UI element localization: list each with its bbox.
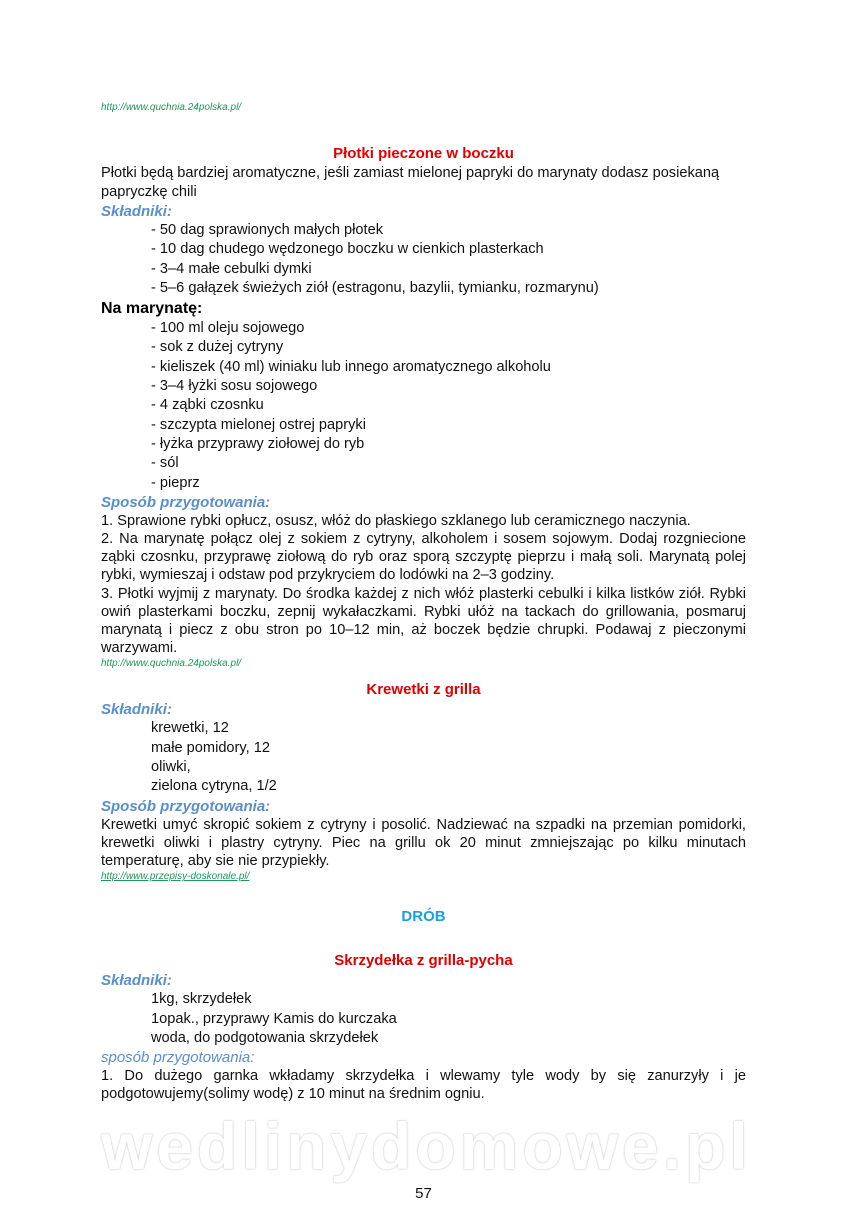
ingredients-heading: Składniki: xyxy=(101,972,172,990)
list-item: zielona cytryna, 1/2 xyxy=(151,778,277,795)
step: 3. Płotki wyjmij z marynaty. Do środka każdej z nich włóż plasterki cebulki i kilka listków ziół. Rybki owiń plasterkami boczku, zepnij wykałaczkami. Rybki ułóż na tackach do grillowania, posmaruj marynatą i piecz z obu stron po 10–12 min, aż boczek będzie chrupki. Podawaj z pieczonymi warzywami. xyxy=(101,585,746,657)
method-text: 1. Do dużego garnka wkładamy skrzydełka i wlewamy tyle wody by się zanurzyły i je podgotowujemy(solimy wodę) z 10 minut na średnim ogniu. xyxy=(101,1068,746,1103)
list-item: - 10 dag chudego wędzonego boczku w cienkich plasterkach xyxy=(151,241,544,258)
ingredients-heading: Składniki: xyxy=(101,203,172,220)
list-item: - 50 dag sprawionych małych płotek xyxy=(151,222,383,238)
list-item: - 3–4 małe cebulki dymki xyxy=(151,260,312,277)
recipe-1 xyxy=(101,164,746,657)
page-number: 57 xyxy=(415,1184,432,1202)
page-content xyxy=(101,0,752,1224)
list-item: - 3–4 łyżki sosu sojowego xyxy=(151,378,318,395)
source-link[interactable]: http://www.quchnia.24polska.pl/ xyxy=(101,102,242,113)
step: 2. Na marynatę połącz olej z sokiem z cytryny, alkoholem i sosem sojowym. Dodaj rozgniecione ząbki czosnku, przyprawę ziołową do ryb oraz sporą szczyptę pieprzu i małą soli. Marynatą polej rybki, wymieszaj i odstaw pod przykryciem do lodówki na 2–3 godziny. xyxy=(101,531,746,584)
method-heading: Sposób przygotowania: xyxy=(101,493,271,511)
list-item: - 5–6 gałązek świeżych ziół (estragonu, bazylii, tymianku, rozmarynu) xyxy=(151,279,599,296)
recipe-title: Płotki pieczone w boczku xyxy=(333,145,514,162)
category-heading: DRÓB xyxy=(401,908,446,926)
watermark: wedlinydomowe.pl xyxy=(101,1108,752,1183)
list-item: 1kg, skrzydełek xyxy=(151,991,252,1008)
source-link[interactable]: http://www.przepisy-doskonale.pl/ xyxy=(101,871,250,883)
list-item: oliwki, xyxy=(151,759,191,776)
recipe-2 xyxy=(101,700,746,870)
list-item: - pieprz xyxy=(151,474,200,491)
recipe-3 xyxy=(101,971,746,1103)
method-text: Krewetki umyć skropić sokiem z cytryny i posolić. Nadziewać na szpadki na przemian pomidorki, krewetki oliwki i plastry cytryny. Piec na grillu ok 20 minut zmniejszając po kilku minutach temperaturę, aby sie nie przypiekły. xyxy=(101,816,746,870)
list-item: - 100 ml oleju sojowego xyxy=(151,320,305,337)
intro: Płotki będą bardziej aromatyczne, jeśli zamiast mielonej papryki do marynaty dodasz posiekaną papryczkę chili xyxy=(101,165,720,200)
method-heading: sposób przygotowania: xyxy=(101,1049,255,1067)
list-item: - sok z dużej cytryny xyxy=(151,339,284,356)
list-item: woda, do podgotowania skrzydełek xyxy=(151,1029,379,1046)
list-item: - kieliszek (40 ml) winiaku lub innego aromatycznego alkoholu xyxy=(151,358,551,375)
source-link[interactable]: http://www.quchnia.24polska.pl/ xyxy=(101,658,242,670)
list-item: krewetki, 12 xyxy=(151,720,229,737)
recipe-title: Krewetki z grilla xyxy=(366,681,481,699)
list-item: - łyżka przyprawy ziołowej do ryb xyxy=(151,435,365,452)
ingredients-heading: Składniki: xyxy=(101,701,172,719)
marinade-heading: Na marynatę: xyxy=(101,300,203,318)
list-item: małe pomidory, 12 xyxy=(151,739,270,756)
step: 1. Sprawione rybki opłucz, osusz, włóż do płaskiego szklanego lub ceramicznego naczynia. xyxy=(101,512,691,529)
recipe-title: Skrzydełka z grilla-pycha xyxy=(334,952,513,970)
list-item: - szczypta mielonej ostrej papryki xyxy=(151,416,366,433)
list-item: 1opak., przyprawy Kamis do kurczaka xyxy=(151,1010,397,1027)
list-item: - 4 ząbki czosnku xyxy=(151,397,264,414)
method-heading: Sposób przygotowania: xyxy=(101,797,271,815)
list-item: - sól xyxy=(151,455,179,472)
